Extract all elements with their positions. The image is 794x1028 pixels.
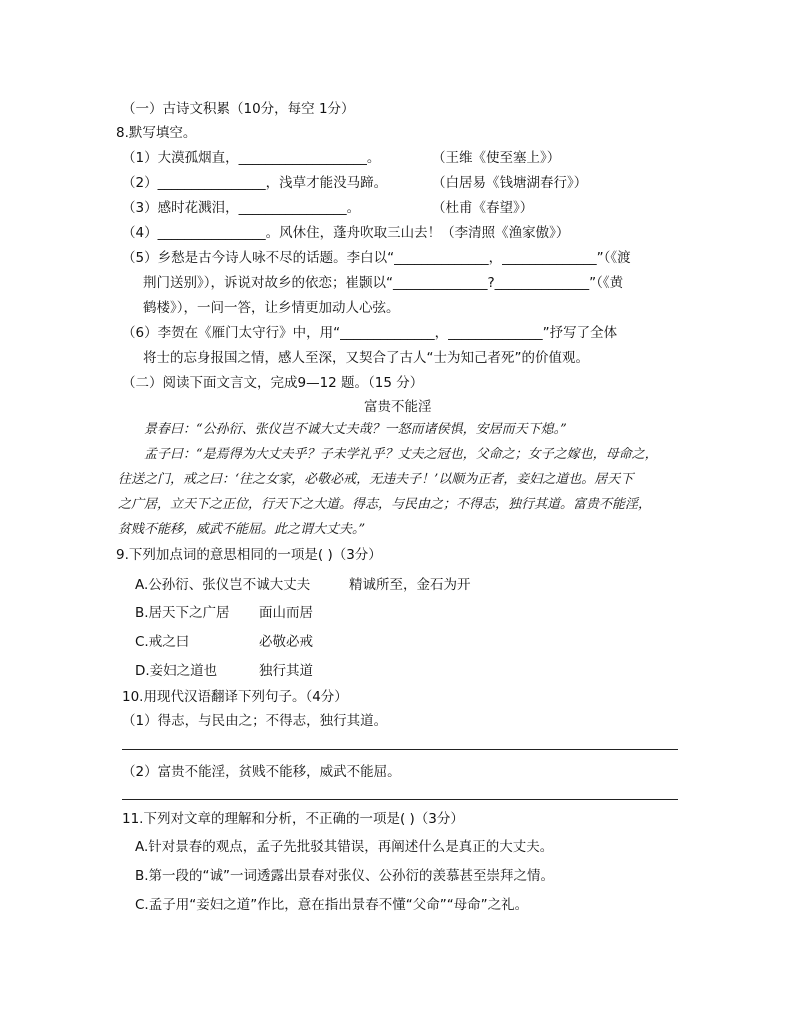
q9-option-d: D.妾妇之道也 [135,663,218,679]
passage-line-2: 孟子曰：“是焉得为大丈夫乎？子未学礼乎？丈夫之冠也，父命之；女子之嫁也，母命之， [144,447,658,462]
passage-line-3: 往送之门，戒之曰：‘往之女家，必敬必戒，无违夫子！’以顺为正者，妾妇之道也。居天下 [118,472,634,487]
fill-line-2-source: （白居易《钱塘湖春行》） [432,175,588,191]
q9-option-a-compare: 精诚所至，金石为开 [349,577,471,593]
q11-option-c: C.孟子用“妾妇之道”作比，意在指出景春不懂“父命”“母命”之礼。 [135,897,529,913]
question-5-line-1: （5）乡愁是古今诗人咏不尽的话题。李白以“______________，______________”（《渡 [122,250,631,266]
fill-line-2: （2）________________，浅草才能没马蹄。 [122,175,388,191]
question-5-line-2: 荆门送别》），诉说对故乡的依恋；崔颢以“______________?______________”（《黄 [143,275,624,291]
fill-line-1: （1）大漠孤烟直，___________________。 [122,150,381,166]
q11-option-a: A.针对景春的观点，孟子先批驳其错误，再阐述什么是真正的大丈夫。 [135,839,554,855]
passage-line-1: 景春曰：“公孙衍、张仪岂不诚大丈夫哉？一怒而诸侯惧，安居而天下熄。” [144,422,567,437]
fill-line-3: （3）感时花溅泪，________________。 [122,200,361,216]
passage-title: 富贵不能淫 [364,399,432,415]
question-5-line-3: 鹤楼》），一问一答，让乡情更加动人心弦。 [143,300,400,316]
passage-line-4: 之广居，立天下之正位，行天下之大道。得志，与民由之；不得志，独行其道。富贵不能淫， [118,497,652,512]
question-8-title: 8.默写填空。 [116,125,197,141]
fill-line-4: （4）________________。风休住，蓬舟吹取三山去！（李清照《渔家傲》） [122,225,570,241]
q9-option-b: B.居天下之广居 [135,605,230,621]
q9-option-a: A.公孙衍、张仪岂不诚大丈夫 [135,577,311,593]
q10-sentence-2: （2）富贵不能淫，贫贱不能移，威武不能屈。 [122,764,401,780]
answer-line-2 [122,799,678,800]
q11-option-b: B.第一段的“诚”一词透露出景春对张仪、公孙衍的羡慕甚至崇拜之情。 [135,868,555,884]
q10-sentence-1: （1）得志，与民由之；不得志，独行其道。 [122,713,388,729]
q9-option-b-compare: 面山而居 [259,605,313,621]
section-1-heading: （一）古诗文积累（10分，每空 1分） [122,101,355,117]
passage-line-5: 贫贱不能移，威武不能屈。此之谓大丈夫。” [118,522,366,537]
fill-line-1-source: （王维《使至塞上》） [432,150,561,166]
q9-option-c: C.戒之曰 [135,634,190,650]
question-6-line-1: （6）李贺在《雁门太守行》中，用“______________，______________”抒写了全体 [122,325,618,341]
question-6-line-2: 将士的忘身报国之情，感人至深，又契合了古人“士为知己者死”的价值观。 [143,350,589,366]
answer-line-1 [122,749,678,750]
q9-option-d-compare: 独行其道 [259,663,313,679]
question-10-title: 10.用现代汉语翻译下列句子。（4分） [122,689,348,705]
question-9-title: 9.下列加点词的意思相同的一项是( )（3分） [116,547,382,563]
fill-line-3-source: （杜甫《春望》） [432,200,534,216]
question-11-title: 11.下列对文章的理解和分析，不正确的一项是( )（3分） [122,811,464,827]
q9-option-c-compare: 必敬必戒 [259,634,313,650]
section-2-heading: （二）阅读下面文言文，完成9—12 题。（15 分） [122,375,424,391]
